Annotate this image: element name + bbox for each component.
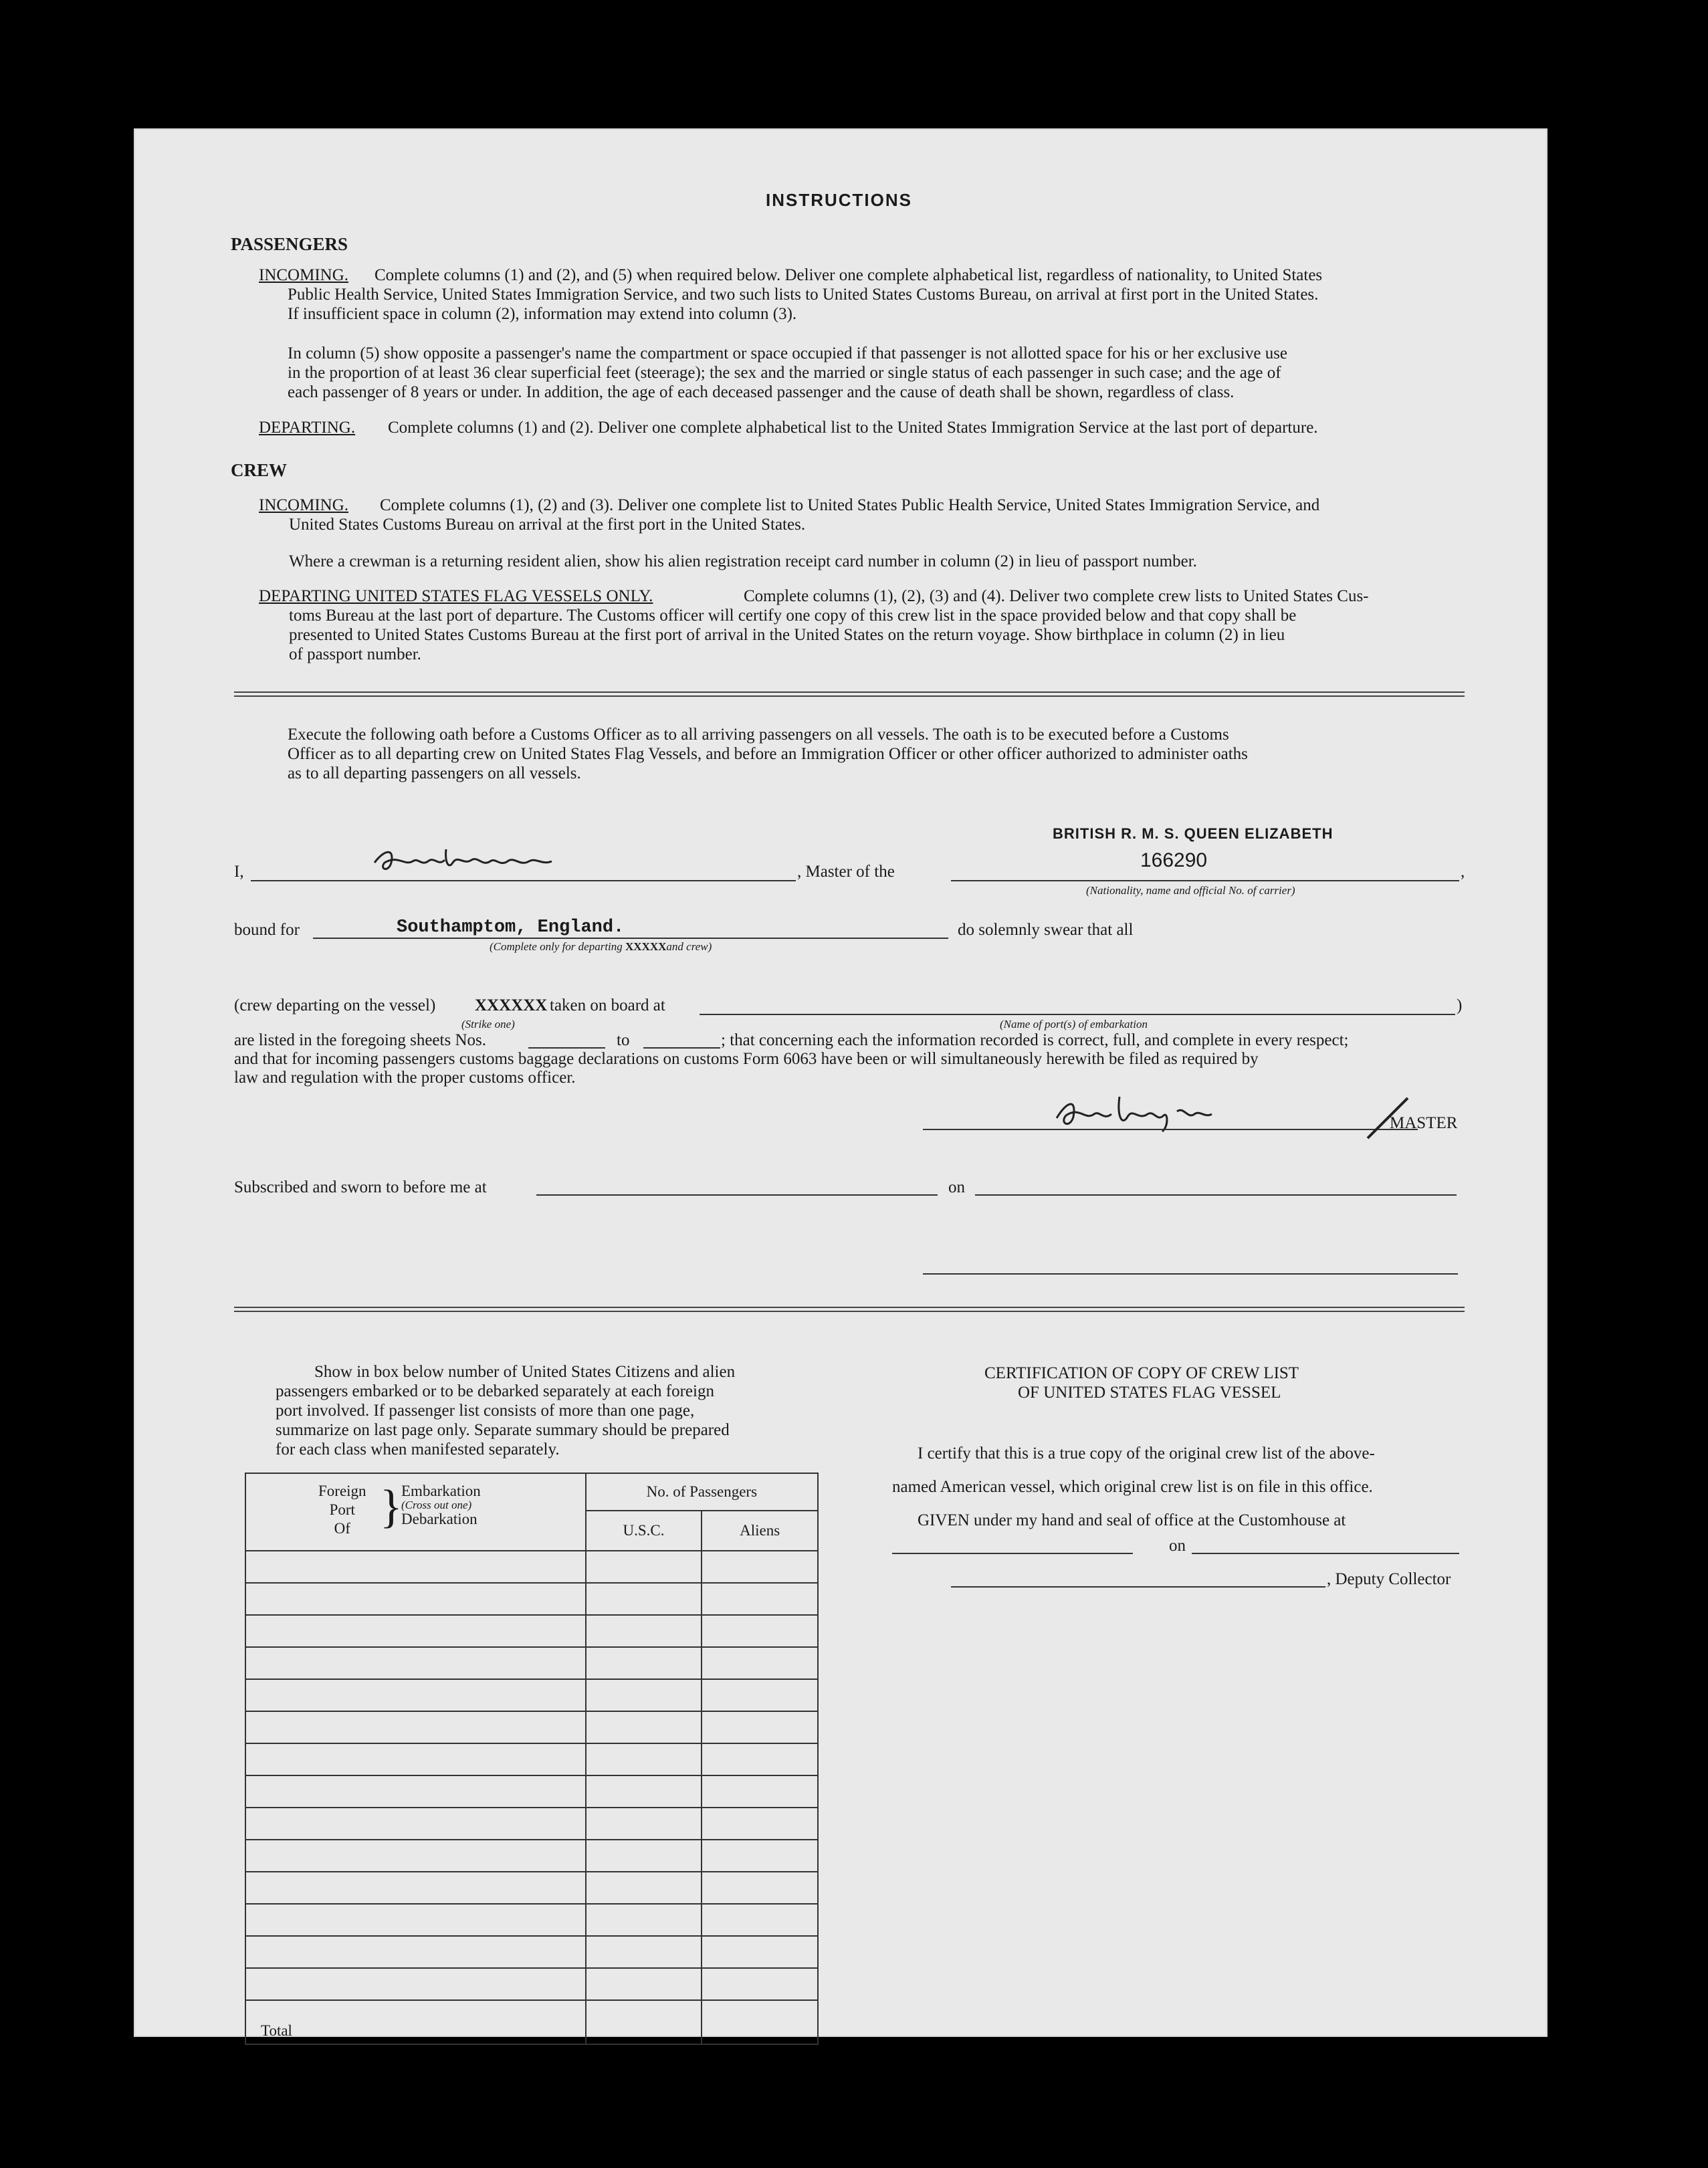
certification-on-label: on xyxy=(1169,1537,1186,1555)
table-cell[interactable] xyxy=(245,1968,586,2000)
total-label: Total xyxy=(245,2000,586,2044)
table-cell[interactable] xyxy=(586,1583,702,1615)
summary-instructions-line: summarize on last page only. Separate summary should be prepared xyxy=(276,1421,730,1439)
table-cell[interactable] xyxy=(586,1968,702,2000)
port-header-cell xyxy=(245,1473,586,1551)
table-cell[interactable] xyxy=(702,1583,818,1615)
table-cell[interactable] xyxy=(586,1679,702,1711)
sheets-from-line[interactable] xyxy=(528,1047,605,1049)
master-signature-image xyxy=(1050,1091,1224,1138)
table-cell[interactable] xyxy=(586,1936,702,1968)
strike-caption: (Strike one) xyxy=(461,1018,515,1031)
bound-caption-pre: (Complete only for departing xyxy=(490,940,623,953)
table-cell[interactable] xyxy=(702,1840,818,1872)
certification-line: I certify that this is a true copy of the original crew list of the above- xyxy=(918,1444,1375,1462)
vessel-official-number: 166290 xyxy=(1140,849,1208,871)
column5-line: each passenger of 8 years or under. In addition, the age of each deceased passenger and the cause of death shall be shown, regardless of class. xyxy=(288,383,1235,401)
comma: , xyxy=(1461,863,1465,881)
vessel-caption: (Nationality, name and official No. of carrier) xyxy=(1086,884,1295,897)
passengers-departing-label: DEPARTING. xyxy=(259,419,356,437)
embarkation-label: Embarkation xyxy=(401,1483,481,1499)
passengers-incoming-line: If insufficient space in column (2), information may extend into column (3). xyxy=(288,305,797,323)
certification-title: CERTIFICATION OF COPY OF CREW LIST xyxy=(984,1364,1299,1382)
bound-for-value: Southamptom, England. xyxy=(397,917,625,938)
column5-line: In column (5) show opposite a passenger's name the compartment or space occupied if that passenger is not allotted space for his or her exclusive use xyxy=(288,344,1288,362)
form-page xyxy=(134,128,1547,2037)
table-cell[interactable] xyxy=(245,1615,586,1647)
table-cell[interactable] xyxy=(586,1711,702,1743)
summary-instructions-line: port involved. If passenger list consists of more than one page, xyxy=(276,1402,695,1420)
table-cell[interactable] xyxy=(245,1904,586,1936)
certification-date-line[interactable] xyxy=(1192,1553,1459,1554)
table-cell[interactable] xyxy=(702,1936,818,1968)
debarkation-label: Debarkation xyxy=(401,1511,477,1527)
table-cell[interactable] xyxy=(702,1808,818,1840)
table-cell[interactable] xyxy=(702,1968,818,2000)
summary-instructions-line: for each class when manifested separately. xyxy=(276,1440,560,1458)
crew-departing-line: Complete columns (1), (2), (3) and (4). Deliver two complete crew lists to United States Cus- xyxy=(744,587,1369,605)
passengers-incoming-label: INCOMING. xyxy=(259,266,349,284)
sheets-line-start: are listed in the foregoing sheets Nos. xyxy=(234,1031,486,1049)
column5-line: in the proportion of at least 36 clear superficial feet (steerage); the sex and the married or single status of each passenger in such case; and the age of xyxy=(288,364,1281,382)
table-cell[interactable] xyxy=(586,1615,702,1647)
sworn-on-label: on xyxy=(948,1178,965,1196)
table-cell[interactable] xyxy=(245,1679,586,1711)
crew-title: CREW xyxy=(231,460,288,480)
table-cell[interactable] xyxy=(245,1840,586,1872)
master-signature-image xyxy=(371,843,572,883)
sworn-date-line[interactable] xyxy=(975,1194,1457,1196)
passenger-summary-table xyxy=(245,1473,819,2045)
certification-line: GIVEN under my hand and seal of office at the Customhouse at xyxy=(918,1511,1346,1529)
oath-i-label: I, xyxy=(234,863,244,881)
crew-departing-label: DEPARTING UNITED STATES FLAG VESSELS ONLY. xyxy=(259,587,653,605)
bound-caption-post: and crew) xyxy=(666,940,712,953)
table-cell[interactable] xyxy=(702,1872,818,1904)
sheets-to-label: to xyxy=(617,1031,630,1049)
crew-incoming-label: INCOMING. xyxy=(259,496,349,514)
table-cell[interactable] xyxy=(702,1551,818,1583)
aliens-header: Aliens xyxy=(702,1511,818,1551)
table-cell[interactable] xyxy=(586,1775,702,1808)
officer-signature-line[interactable] xyxy=(923,1273,1458,1275)
swear-text: do solemnly swear that all xyxy=(958,921,1134,939)
table-cell[interactable] xyxy=(586,1808,702,1840)
table-cell[interactable] xyxy=(245,1711,586,1743)
table-cell[interactable] xyxy=(245,1583,586,1615)
table-cell[interactable] xyxy=(245,1775,586,1808)
table-cell[interactable] xyxy=(245,1808,586,1840)
closing-paren: ) xyxy=(1457,996,1463,1014)
table-cell[interactable] xyxy=(702,1679,818,1711)
vessel-line[interactable] xyxy=(951,880,1459,881)
passengers-incoming-line: Complete columns (1) and (2), and (5) when required below. Deliver one complete alphabetical list, regardless of nationality, to United States xyxy=(375,266,1323,284)
table-cell[interactable] xyxy=(702,1904,818,1936)
passengers-title: PASSENGERS xyxy=(231,234,348,254)
struck-word: XXXXXX xyxy=(475,996,548,1014)
bound-caption-struck: XXXXX xyxy=(625,940,667,953)
foreign-label: Foreign xyxy=(318,1483,366,1499)
sheets-line-3: law and regulation with the proper customs officer. xyxy=(234,1069,576,1087)
table-cell[interactable] xyxy=(245,1743,586,1775)
table-cell[interactable] xyxy=(702,1775,818,1808)
certification-line: named American vessel, which original crew list is on file in this office. xyxy=(892,1478,1373,1496)
crew-departing-line: toms Bureau at the last port of departure. The Customs officer will certify one copy of this crew list in the space provided below and that copy shall be xyxy=(289,607,1297,625)
section-divider xyxy=(234,1307,1465,1312)
sheets-line-2: and that for incoming passengers customs baggage declarations on customs Form 6063 have been or will simultaneously herewith be filed as required by xyxy=(234,1050,1259,1068)
embarkation-port-line[interactable] xyxy=(700,1014,1455,1015)
section-divider xyxy=(234,691,1465,697)
of-label: Of xyxy=(334,1520,350,1537)
oath-intro-line: as to all departing passengers on all vessels. xyxy=(288,764,581,782)
deputy-collector-label: , Deputy Collector xyxy=(1327,1570,1451,1588)
usc-header: U.S.C. xyxy=(586,1511,702,1551)
crew-incoming-line: United States Customs Bureau on arrival at the first port in the United States. xyxy=(289,516,806,534)
master-signature-line[interactable] xyxy=(923,1129,1418,1130)
sheets-line-rest: ; that concerning each the information recorded is correct, full, and complete in every respect; xyxy=(721,1031,1349,1049)
table-cell[interactable] xyxy=(586,1551,702,1583)
table-cell[interactable] xyxy=(702,1615,818,1647)
bound-for-line[interactable] xyxy=(313,938,948,939)
table-cell[interactable] xyxy=(586,1647,702,1679)
summary-instructions-line: passengers embarked or to be debarked separately at each foreign xyxy=(276,1382,714,1400)
master-label: MASTER xyxy=(1390,1114,1458,1132)
master-of-the-label: , Master of the xyxy=(797,863,895,881)
table-cell[interactable] xyxy=(702,1647,818,1679)
deputy-collector-line[interactable] xyxy=(951,1586,1325,1588)
total-aliens-cell[interactable] xyxy=(702,2000,818,2044)
table-cell[interactable] xyxy=(245,1872,586,1904)
crew-departing-vessel-label: (crew departing on the vessel) xyxy=(234,996,436,1014)
crew-departing-line: presented to United States Customs Bureau at the first port of arrival in the United States on the return voyage. Show birthplace in column (2) in lieu xyxy=(289,626,1285,644)
crew-incoming-line: Complete columns (1), (2) and (3). Deliver one complete list to United States Public Health Service, United States Immigration Service, and xyxy=(380,496,1320,514)
oath-intro-line: Officer as to all departing crew on United States Flag Vessels, and before an Immigration Officer or other officer authorized to administer oaths xyxy=(288,745,1248,763)
summary-instructions-line: Show in box below number of United States Citizens and alien xyxy=(314,1363,736,1381)
oath-intro-line: Execute the following oath before a Customs Officer as to all arriving passengers on all vessels. The oath is to be executed before a Customs xyxy=(288,726,1229,744)
brace-icon: } xyxy=(380,1481,403,1533)
cross-out-caption: (Cross out one) xyxy=(401,1499,472,1511)
total-usc-cell[interactable] xyxy=(586,2000,702,2044)
table-cell[interactable] xyxy=(586,1743,702,1775)
table-cell[interactable] xyxy=(702,1743,818,1775)
sworn-place-line[interactable] xyxy=(536,1194,938,1196)
certification-title: OF UNITED STATES FLAG VESSEL xyxy=(1018,1384,1281,1402)
port-label: Port xyxy=(329,1501,355,1518)
customhouse-line[interactable] xyxy=(892,1553,1133,1554)
sheets-to-line[interactable] xyxy=(643,1047,720,1049)
table-cell[interactable] xyxy=(245,1647,586,1679)
passengers-departing-text: Complete columns (1) and (2). Deliver one complete alphabetical list to the United States Immigration Service at the last port of departure. xyxy=(388,419,1318,437)
table-cell[interactable] xyxy=(586,1872,702,1904)
taken-on-board-label: taken on board at xyxy=(550,996,665,1014)
passengers-incoming-line: Public Health Service, United States Immigration Service, and two such lists to United States Customs Bureau, on arrival at first port in the United States. xyxy=(288,286,1319,304)
table-cell[interactable] xyxy=(586,1904,702,1936)
crew-resident-text: Where a crewman is a returning resident alien, show his alien registration receipt card number in column (2) in lieu of passport number. xyxy=(289,552,1197,570)
table-cell[interactable] xyxy=(702,1711,818,1743)
table-cell[interactable] xyxy=(245,1936,586,1968)
table-cell[interactable] xyxy=(586,1840,702,1872)
crew-departing-line: of passport number. xyxy=(289,645,421,663)
vessel-name: BRITISH R. M. S. QUEEN ELIZABETH xyxy=(1053,825,1333,842)
bound-for-label: bound for xyxy=(234,921,300,939)
port-caption: (Name of port(s) of embarkation xyxy=(1000,1018,1148,1031)
no-of-passengers-header: No. of Passengers xyxy=(586,1473,818,1511)
page-heading: INSTRUCTIONS xyxy=(766,190,912,210)
subscribed-label: Subscribed and sworn to before me at xyxy=(234,1178,487,1196)
table-cell[interactable] xyxy=(245,1551,586,1583)
